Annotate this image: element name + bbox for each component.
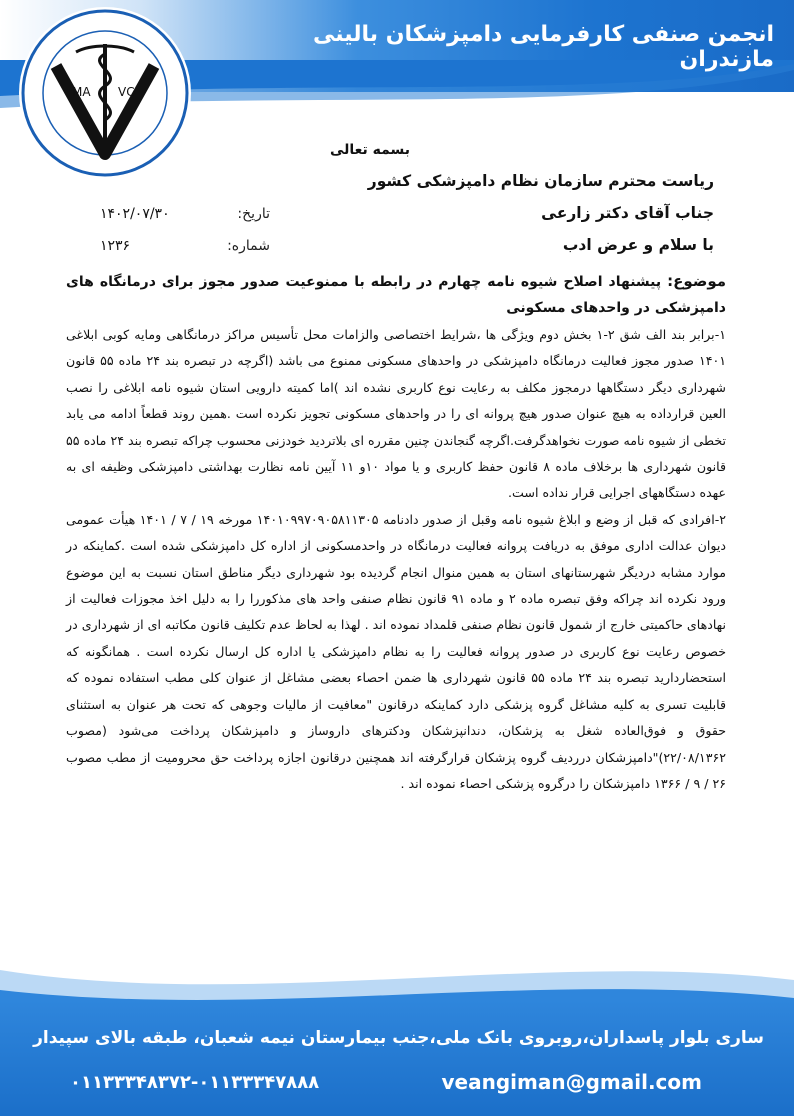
organization-title: انجمن صنفی کارفرمایی دامپزشکان بالینی مازندران xyxy=(313,22,774,72)
logo-right-text: VC xyxy=(118,85,135,99)
recipient-line-2: جناب آقای دکتر زارعی xyxy=(541,204,714,222)
greeting: با سلام و عرض ادب xyxy=(562,236,714,254)
footer-email[interactable]: veangiman@gmail.com xyxy=(441,1070,702,1094)
date-label: تاریخ: xyxy=(237,206,270,222)
subject-block xyxy=(66,268,726,321)
footer-phones: ۰۱۱۳۳۳۴۸۳۷۲-۰۱۱۳۳۳۴۷۸۸۸ xyxy=(70,1072,320,1093)
date-value: ۱۴۰۲/۰۷/۳۰ xyxy=(100,206,170,222)
paragraph-2: ۲-افرادی که قبل از وضع و ابلاغ شیوه نامه وقبل از صدور دادنامه ۱۴۰۱۰۹۹۷۰۹۰۵۸۱۱۳۰۵ مورخه ۱۹ / ۷ / ۱۴۰۱ هیأت عمومی دیوان عدالت اداری موفق به دریافت پروانه فعالیت درمانگاه در واحدمسکونی از اداره کل دامپزشکی شده است .کماینکه در موارد مشابه دردیگر شهرستانهای استان به همین منوال انجام گردیده بود شهرداری دیگر مناطق استان نسبت به این موضوع ورود نکرده اند چراکه وفق تبصره ماده ۲ و ماده ۹۱ قانون نظام صنفی واحد های مذکوررا را به دلیل اخذ مجوزات فعالیت از نهادهای حاکمیتی خارج از شمول قانون نظام صنفی قلمداد نموده اند . لهذا به لحاظ عدم تکلیف قانون مکاتبه ای از شهرداری در خصوص رعایت نوع کاربری در صدور پروانه فعالیت را به نظام دامپزشکی یا اداره کل ارسال نکرده است . همانگونه که استحضاردارید تبصره بند ۲۴ ماده ۵۵ قانون شهرداری ها ضمن احصاء بعضی مشاغل از عنوان کلی مطب استفاده نموده که قابلیت تسری به کلیه مشاغل گروه پزشکی دارد کماینکه درقانون "معافیت از مالیات وجوهی که تحت هر عنوان به استثنای حقوق و فوق‌العاده شغل به پزشکان، دندانپزشکان ودکترهای داروساز و دامپزشکان پرداخت می‌شود (مصوب ۲۲/۰۸/۱۳۶۲)"دامپزشکان درردیف گروه پزشکان قرارگرفته اند همچنین درقانون اجازه پرداخت حق محرومیت از مطب مصوب ۲۶ / ۹ / ۱۳۶۶ دامپزشکان را درگروه پزشکی احصاء نموده اند . xyxy=(66,511,727,791)
date-row xyxy=(100,206,270,222)
recipient-line-1: ریاست محترم سازمان نظام دامپزشکی کشور xyxy=(367,172,714,190)
footer-band xyxy=(0,1000,794,1116)
number-value: ۱۲۳۶ xyxy=(100,238,131,254)
number-label: شماره: xyxy=(227,238,270,254)
subject-text: پیشنهاد اصلاح شیوه نامه چهارم در رابطه با ممنوعیت صدور مجوز برای درمانگاه های دامپزشکی در واحدهای مسکونی xyxy=(66,274,726,316)
basmala: بسمه تعالی xyxy=(329,142,411,158)
paragraph-1: ۱-برابر بند الف شق ۲-۱ بخش دوم ویژگی ها ،شرایط اختصاصی والزامات محل تأسیس مراکز درمانگاهی ومایه کوبی ابلاغی ۱۴۰۱ صدور مجوز فعالیت درمانگاه دامپزشکی در واحدهای مسکونی ممنوع می باشد (اگرچه در تبصره بند ۲۴ ماده ۵۵ قانون شهرداری دیگر دستگاهها درمجوز مکلف به رعایت نوع کاربری نشده اند )اما کمیته دارویی استان شیوه نامه ابلاغی را نصب العین قرارداده به هیچ عنوان صدور هیچ پروانه ای را در واحدهای مسکونی تجویز نکرده است .همین روند قطعاً ادامه می یابد تخطی از شیوه نامه صورت نخواهدگرفت.اگرچه گنجاندن چنین مقرره ای بلاتردید خودزنی محسوب چراکه تبصره بند ۲۴ ماده ۵۵ قانون شهرداری ها برخلاف ماده ۸ قانون حفظ کاربری و یا مواد ۱۰و ۱۱ آیین نامه نظارت بهداشتی دامپزشکی وظیفه ای به عهده دستگاههای اجرایی قرار نداده است. xyxy=(66,327,727,501)
subject-label: موضوع: xyxy=(667,272,727,290)
organization-logo xyxy=(16,4,194,182)
logo-left-text: MA xyxy=(72,85,91,99)
letter-body xyxy=(66,322,726,797)
footer-address: ساری بلوار پاسداران،روبروی بانک ملی،جنب بیمارستان نیمه شعبان، طبقه بالای سپیدار xyxy=(33,1028,764,1048)
number-row xyxy=(100,238,270,254)
